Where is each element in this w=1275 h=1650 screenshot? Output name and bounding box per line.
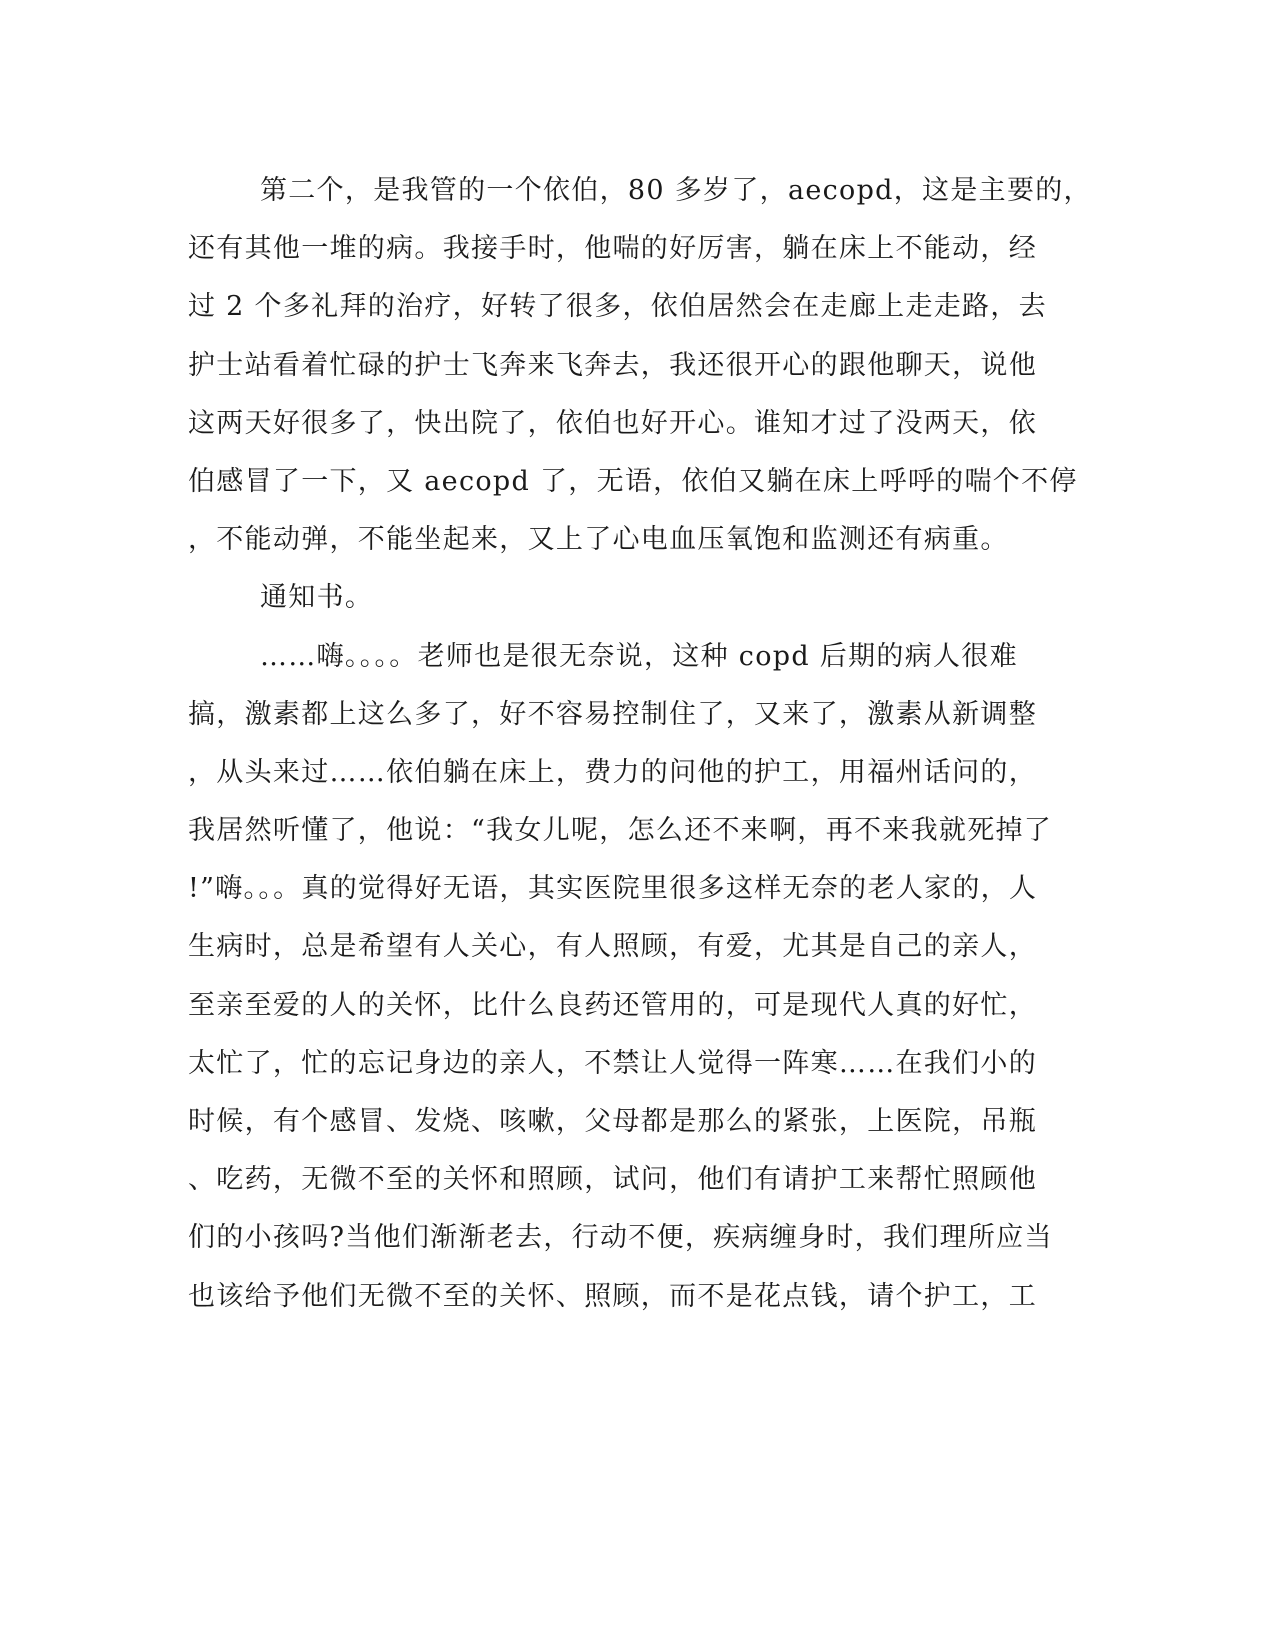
text-line: 这两天好很多了，快出院了，依伯也好开心。谁知才过了没两天，依 bbox=[188, 407, 1037, 439]
text-line: 太忙了，忙的忘记身边的亲人，不禁让人觉得一阵寒……在我们小的 bbox=[188, 1047, 1037, 1079]
text-line: 护士站看着忙碌的护士飞奔来飞奔去，我还很开心的跟他聊天，说他 bbox=[188, 349, 1037, 381]
text-line: 生病时，总是希望有人关心，有人照顾，有爱，尤其是自己的亲人， bbox=[188, 931, 1037, 963]
body-text bbox=[188, 162, 1092, 1326]
text-line: 们的小孩吗?当他们渐渐老去，行动不便，疾病缠身时，我们理所应当 bbox=[188, 1222, 1053, 1254]
text-line: 伯感冒了一下，又 aecopd 了，无语，依伯又躺在床上呼呼的喘个不停 bbox=[188, 465, 1078, 497]
text-line: 至亲至爱的人的关怀，比什么良药还管用的，可是现代人真的好忙， bbox=[188, 989, 1037, 1021]
text-line: 过 2 个多礼拜的治疗，好转了很多，依伯居然会在走廊上走走路，去 bbox=[188, 291, 1047, 323]
text-line: 我居然听懂了，他说：“我女儿呢，怎么还不来啊，再不来我就死掉了 bbox=[188, 815, 1053, 847]
text-line: 也该给予他们无微不至的关怀、照顾，而不是花点钱，请个护工，工 bbox=[188, 1280, 1037, 1312]
text-line: 通知书。 bbox=[260, 582, 374, 614]
text-line: ，从头来过……依伯躺在床上，费力的问他的护工，用福州话问的， bbox=[188, 756, 1037, 788]
text-line: 、吃药，无微不至的关怀和照顾，试问，他们有请护工来帮忙照顾他 bbox=[188, 1164, 1037, 1196]
text-line: 还有其他一堆的病。我接手时，他喘的好厉害，躺在床上不能动，经 bbox=[188, 233, 1037, 265]
text-line: ……嗨。。。。老师也是很无奈说，这种 copd 后期的病人很难 bbox=[260, 640, 1018, 672]
text-line: 第二个，是我管的一个依伯，80 多岁了，aecopd，这是主要的， bbox=[260, 175, 1092, 206]
text-line: !”嗨。。。真的觉得好无语，其实医院里很多这样无奈的老人家的，人 bbox=[188, 873, 1038, 905]
text-line: 时候，有个感冒、发烧、咳嗽，父母都是那么的紧张，上医院，吊瓶 bbox=[188, 1106, 1037, 1137]
text-line: 搞，激素都上这么多了，好不容易控制住了，又来了，激素从新调整 bbox=[188, 698, 1037, 730]
text-line: ，不能动弹，不能坐起来，又上了心电血压氧饱和监测还有病重。 bbox=[188, 524, 1009, 556]
